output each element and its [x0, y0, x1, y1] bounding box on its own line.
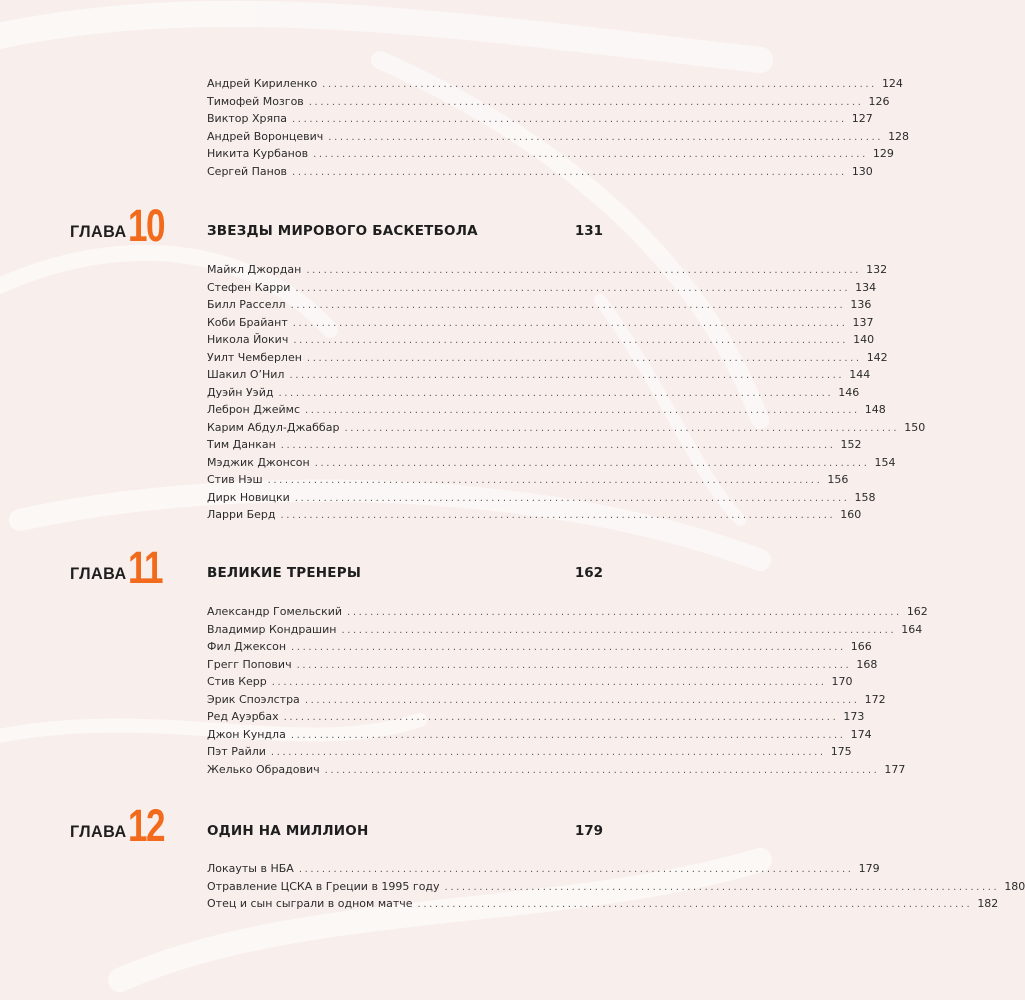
toc-item-page: 174: [850, 727, 872, 741]
toc-item-title: Никола Йокич: [207, 333, 289, 346]
dot-leader: ................................................................................................: [283, 712, 839, 723]
toc-item-page: 150: [904, 420, 926, 434]
toc-item-title: Отравление ЦСКА в Греции в 1995 году: [207, 879, 440, 893]
chapter-10-heading[interactable]: [0, 200, 741, 251]
toc-item-page: 129: [872, 147, 894, 160]
dot-leader: ................................................................................................: [304, 694, 860, 706]
chapter-label: ГЛАВА: [70, 822, 127, 841]
chapter-number: 12: [128, 800, 164, 851]
toc-item-page: 162: [906, 605, 928, 618]
toc-item-page: 172: [864, 692, 886, 706]
toc-item-page: 179: [858, 862, 880, 875]
toc-item[interactable]: [207, 692, 886, 711]
toc-item[interactable]: [207, 280, 877, 299]
toc-item-title: Билл Расселл: [207, 298, 286, 311]
toc-item-title: Дуэйн Уэйд: [207, 385, 274, 399]
toc-item-title: Дирк Новицки: [207, 490, 290, 504]
toc-item-page: 130: [851, 164, 873, 178]
toc-item-page: 158: [854, 490, 876, 504]
toc-item-title: Виктор Хряпа: [207, 112, 288, 125]
toc-item[interactable]: [207, 438, 862, 456]
toc-item[interactable]: [207, 710, 865, 728]
toc-item-title: Шакил О’Нил: [207, 368, 285, 381]
toc-item-page: 166: [850, 640, 872, 653]
toc-item[interactable]: [207, 147, 894, 165]
dot-leader: ................................................................................................: [292, 317, 848, 329]
dot-leader: ................................................................................................: [293, 335, 849, 346]
chapter-title: ЗВЕЗДЫ МИРОВОГО БАСКЕТБОЛА: [207, 223, 478, 239]
toc-item[interactable]: [207, 315, 874, 334]
toc-item-title: Эрик Споэлстра: [207, 692, 300, 706]
toc-item-title: Леброн Джеймс: [207, 403, 300, 416]
dot-leader: ................................................................................................: [341, 624, 897, 636]
dot-leader: ................................................................................................: [291, 642, 846, 653]
toc-item[interactable]: [207, 622, 923, 641]
toc-item[interactable]: [207, 879, 1025, 898]
dot-leader: ................................................................................................: [280, 510, 836, 521]
chapter-10-list: [207, 263, 926, 526]
toc-item-title: Ред Ауэрбах: [207, 710, 279, 723]
dot-leader: ................................................................................................: [417, 899, 973, 910]
dot-leader: ................................................................................................: [344, 422, 900, 434]
dot-leader: ................................................................................................: [313, 149, 868, 160]
toc-item-page: 128: [888, 129, 910, 143]
toc-item-page: 156: [827, 473, 849, 486]
dot-leader: ................................................................................................: [347, 607, 902, 618]
toc-item[interactable]: [207, 508, 862, 526]
dot-leader: ................................................................................................: [308, 96, 864, 108]
toc-item[interactable]: [207, 473, 849, 491]
toc-item[interactable]: [207, 403, 886, 421]
dot-leader: ................................................................................................: [298, 864, 854, 875]
toc-item-title: Тим Данкан: [207, 438, 276, 451]
toc-item-page: 180: [1004, 879, 1025, 893]
chapter-label: ГЛАВА: [70, 564, 127, 583]
toc-item-title: Андрей Кириленко: [207, 77, 318, 90]
chapter-label: ГЛАВА: [70, 222, 127, 241]
toc-item[interactable]: [207, 490, 876, 509]
dot-leader: ................................................................................................: [314, 457, 870, 469]
chapter-number: 10: [128, 200, 164, 251]
chapter-12-list: [207, 862, 1025, 915]
toc-item[interactable]: [207, 675, 853, 693]
chapter-page: 162: [574, 565, 603, 581]
toc-item[interactable]: [207, 368, 871, 386]
chapter-page: 179: [574, 823, 603, 839]
toc-item[interactable]: [207, 420, 926, 439]
toc-item[interactable]: [207, 333, 875, 351]
toc-item-title: Никита Курбанов: [207, 147, 309, 160]
dot-leader: ................................................................................................: [328, 131, 884, 143]
toc-item-page: 170: [831, 675, 853, 688]
toc-item-title: Владимир Кондрашин: [207, 622, 337, 636]
toc-item-title: Майкл Джордан: [207, 263, 302, 276]
chapter-number: 11: [128, 542, 162, 593]
dot-leader: ................................................................................................: [294, 492, 850, 504]
dot-leader: ................................................................................................: [296, 659, 852, 671]
toc-item-title: Пэт Райли: [207, 745, 266, 758]
toc-item-title: Ларри Берд: [207, 508, 276, 521]
toc-item-page: 127: [851, 112, 873, 125]
toc-item-page: 142: [866, 350, 888, 364]
toc-item[interactable]: [207, 263, 888, 281]
toc-item-page: 146: [838, 385, 860, 399]
toc-item[interactable]: [207, 762, 906, 781]
dot-leader: ................................................................................................: [295, 282, 851, 294]
dot-leader: ................................................................................................: [306, 265, 862, 276]
toc-item-title: Фил Джексон: [207, 640, 287, 653]
toc-item[interactable]: [207, 862, 880, 880]
toc-item-page: 154: [874, 455, 896, 469]
toc-item[interactable]: [207, 455, 896, 474]
toc-item[interactable]: [207, 94, 890, 113]
toc-item-title: Джон Кундла: [207, 727, 286, 741]
toc-item-page: 182: [977, 897, 999, 910]
dot-leader: ................................................................................................: [278, 387, 834, 399]
toc-item-page: 124: [881, 77, 903, 90]
dot-leader: ................................................................................................: [267, 475, 823, 486]
dot-leader: ................................................................................................: [289, 370, 845, 381]
toc-item-page: 173: [843, 710, 865, 723]
chapter-title: ВЕЛИКИЕ ТРЕНЕРЫ: [207, 565, 362, 581]
toc-item[interactable]: [207, 77, 903, 95]
toc-item[interactable]: [207, 745, 852, 763]
toc-item-page: 160: [840, 508, 862, 521]
toc-item-title: Стефен Карри: [207, 280, 291, 294]
dot-leader: ................................................................................................: [292, 114, 847, 125]
toc-item[interactable]: [207, 897, 999, 915]
toc-item[interactable]: [207, 657, 878, 676]
toc-item[interactable]: [207, 350, 888, 369]
toc-item-page: 126: [868, 94, 890, 108]
toc-item-page: 177: [884, 762, 906, 776]
chapter-11-list: [207, 605, 928, 780]
dot-leader: ................................................................................................: [444, 881, 1000, 893]
toc-item-title: Стив Нэш: [207, 473, 263, 486]
toc-item-title: Коби Брайант: [207, 315, 288, 329]
dot-leader: ................................................................................................: [322, 79, 877, 90]
toc-item-page: 134: [855, 280, 877, 294]
toc-item[interactable]: [207, 112, 873, 130]
dot-leader: ................................................................................................: [305, 405, 860, 416]
toc-item[interactable]: [207, 640, 872, 658]
toc-item-title: Локауты в НБА: [207, 862, 294, 875]
dot-leader: ................................................................................................: [324, 764, 880, 776]
dot-leader: ................................................................................................: [290, 300, 846, 311]
toc-item-title: Грегг Попович: [207, 657, 292, 671]
chapter-title: ОДИН НА МИЛЛИОН: [207, 823, 369, 839]
toc-item-page: 140: [853, 333, 875, 346]
toc-item[interactable]: [207, 727, 872, 746]
toc-item-title: Уилт Чемберлен: [207, 350, 302, 364]
toc-item-page: 148: [864, 403, 886, 416]
toc-item-title: Тимофей Мозгов: [207, 94, 304, 108]
toc-item-page: 144: [849, 368, 871, 381]
toc-item[interactable]: [207, 605, 928, 623]
toc-item-title: Отец и сын сыграли в одном матче: [207, 897, 413, 910]
dot-leader: ................................................................................................: [271, 677, 827, 688]
toc-item[interactable]: [207, 164, 873, 183]
toc-item-title: Андрей Воронцевич: [207, 129, 324, 143]
toc-item-title: Мэджик Джонсон: [207, 455, 310, 469]
toc-item-page: 175: [830, 745, 852, 758]
toc-item-title: Александр Гомельский: [207, 605, 343, 618]
chapter-12-heading[interactable]: [0, 800, 741, 851]
dot-leader: ................................................................................................: [270, 747, 826, 758]
toc-item[interactable]: [207, 298, 872, 316]
chapter-page: 131: [574, 223, 603, 239]
toc-item[interactable]: [207, 129, 910, 148]
toc-item-title: Сергей Панов: [207, 164, 288, 178]
dot-leader: ................................................................................................: [280, 440, 836, 451]
toc-item[interactable]: [207, 385, 860, 404]
toc-item-title: Стив Керр: [207, 675, 267, 688]
dot-leader: ................................................................................................: [290, 729, 846, 741]
intro-list: [207, 77, 910, 182]
toc-item-page: 137: [852, 315, 874, 329]
dot-leader: ................................................................................................: [306, 352, 862, 364]
toc-item-page: 168: [856, 657, 878, 671]
chapter-11-heading[interactable]: [0, 542, 741, 593]
toc-item-title: Желько Обрадович: [207, 762, 320, 776]
toc-item-page: 136: [850, 298, 872, 311]
toc-item-page: 152: [840, 438, 862, 451]
toc-item-title: Карим Абдул-Джаббар: [207, 420, 340, 434]
dot-leader: ................................................................................................: [292, 166, 847, 178]
toc-item-page: 164: [901, 622, 923, 636]
toc-item-page: 132: [866, 263, 888, 276]
